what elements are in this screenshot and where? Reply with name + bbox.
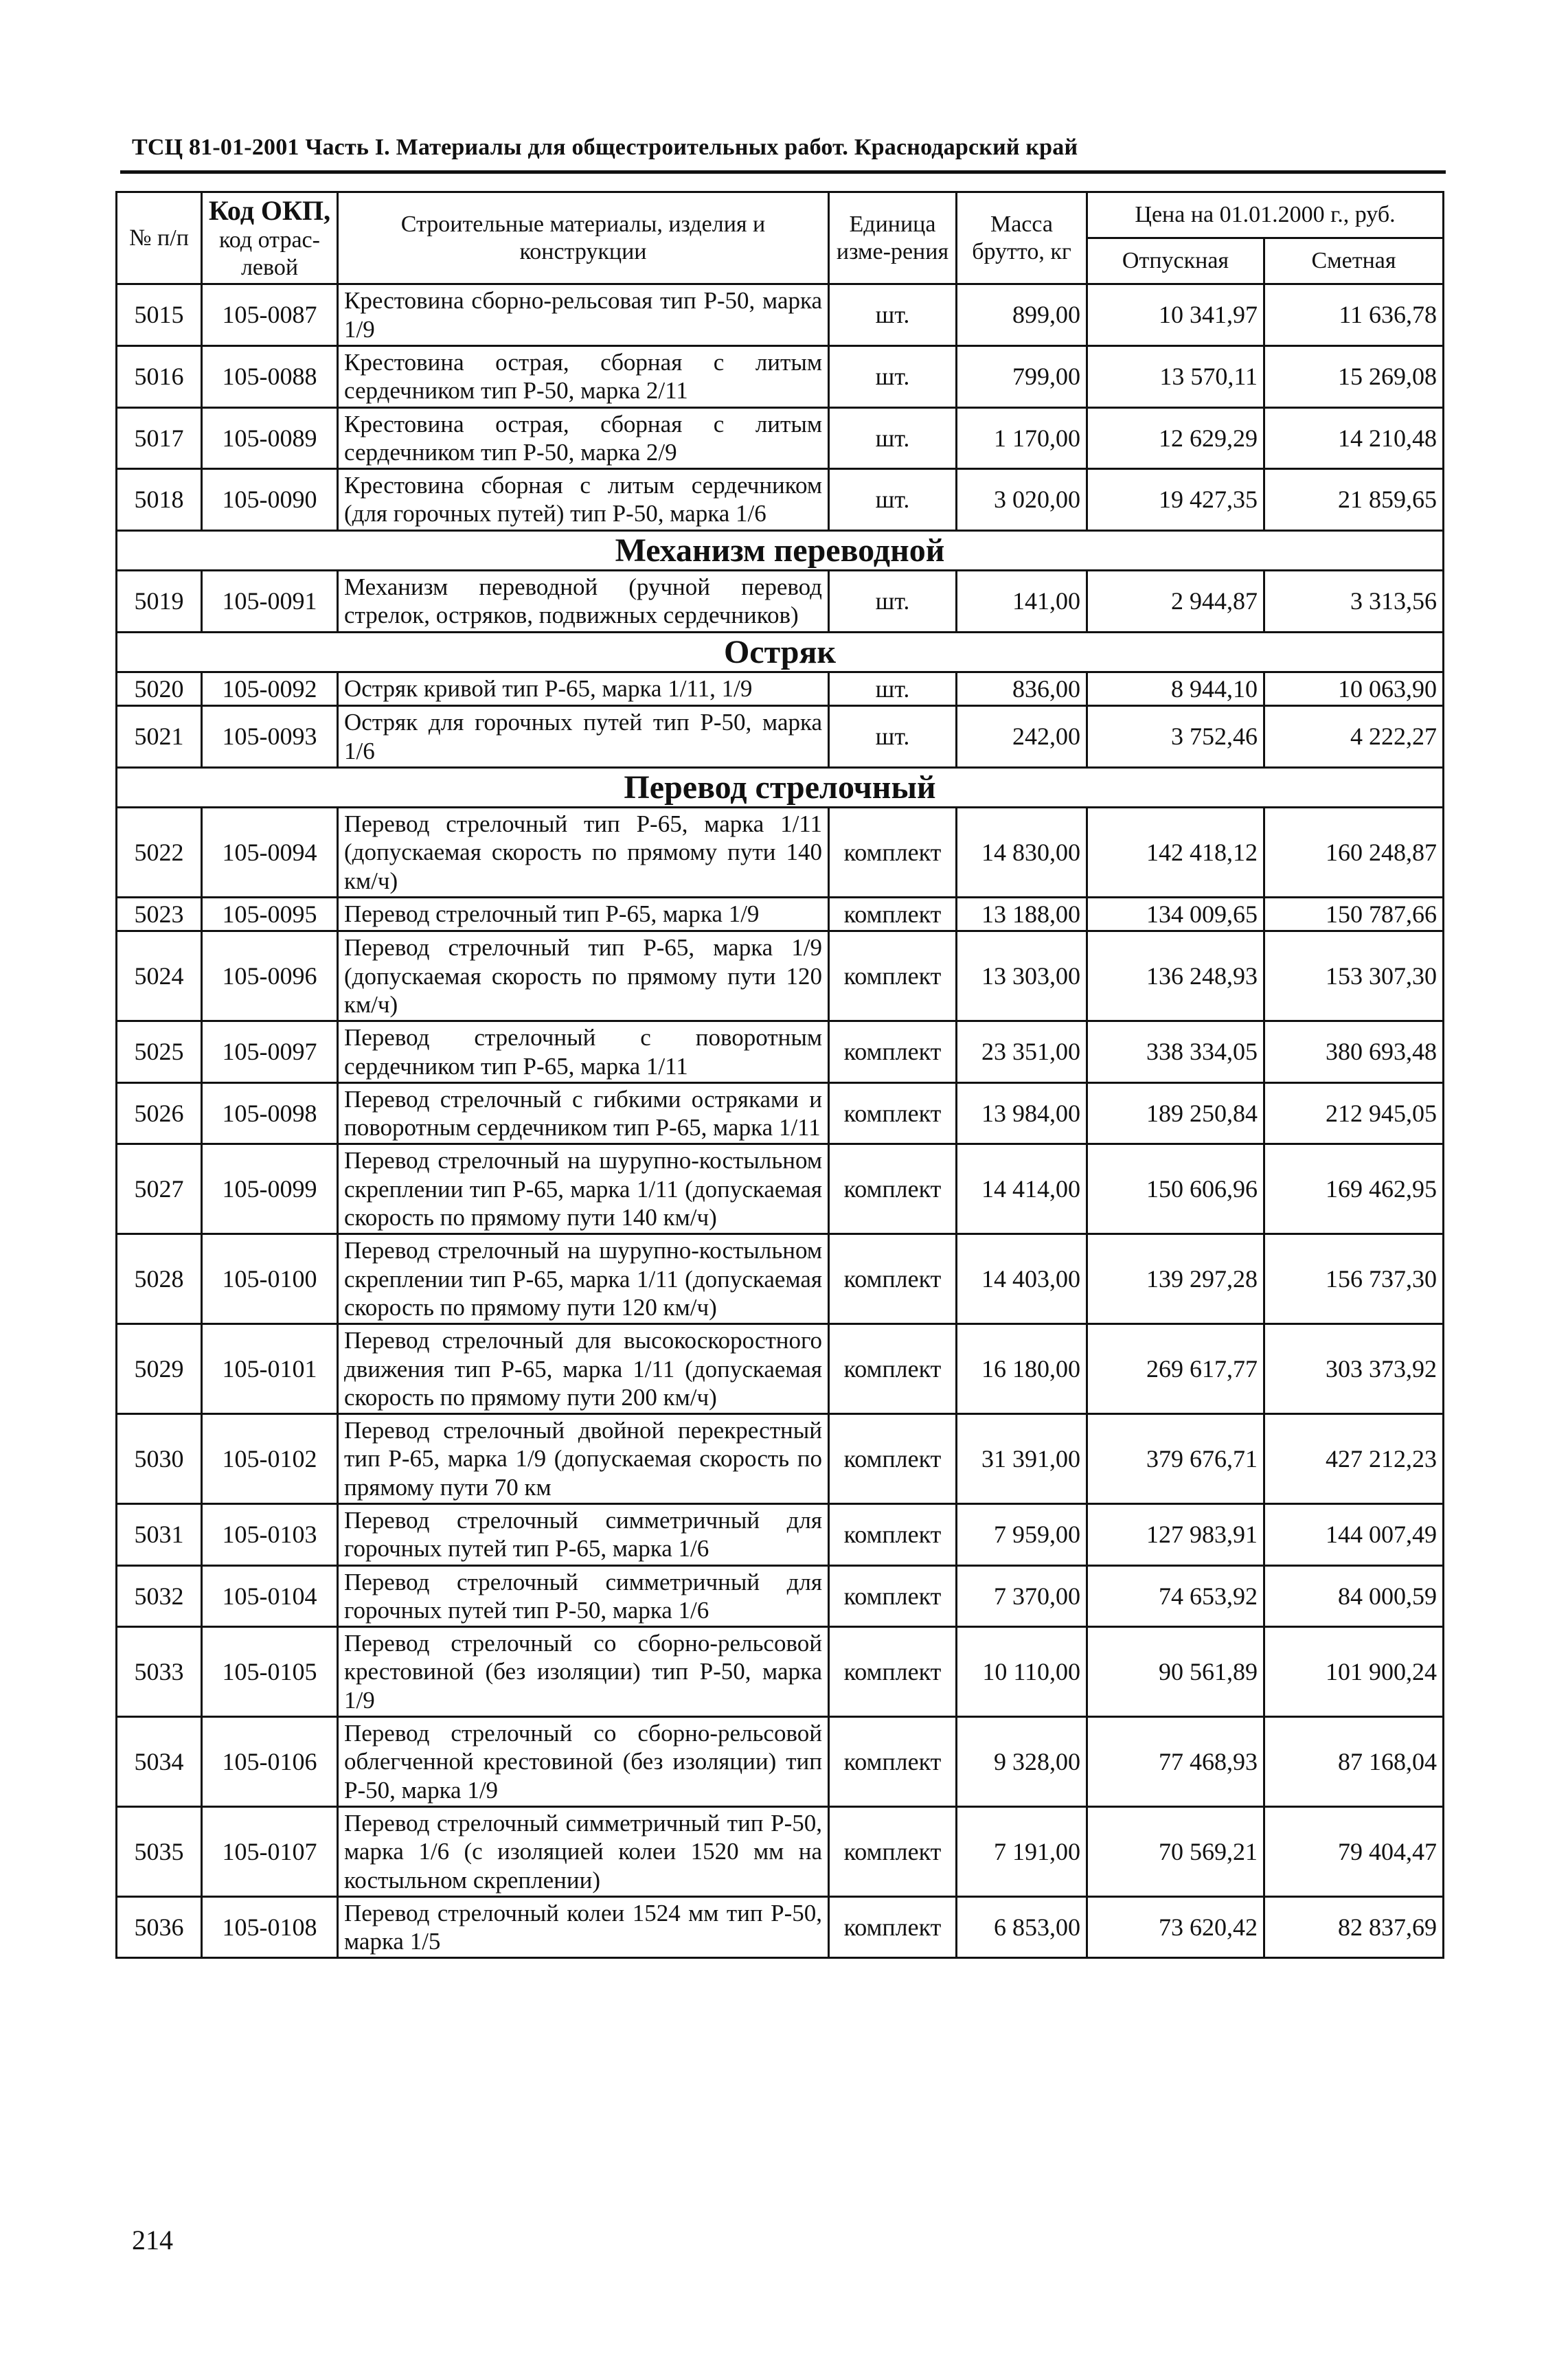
cell-price-estimate: 87 168,04 [1264,1717,1444,1807]
cell-price-release: 74 653,92 [1087,1565,1264,1627]
price-table-body [117,284,1444,1958]
cell-price-release: 189 250,84 [1087,1082,1264,1144]
cell-price-estimate: 156 737,30 [1264,1234,1444,1324]
table-row [117,1144,1444,1234]
cell-mass: 13 984,00 [957,1082,1087,1144]
cell-mass: 836,00 [957,672,1087,705]
cell-name: Остряк для горочных путей тип Р-50, марка 1/6 [338,706,829,768]
cell-number: 5022 [117,808,202,898]
cell-mass: 10 110,00 [957,1627,1087,1717]
cell-mass: 3 020,00 [957,469,1087,531]
table-row [117,1627,1444,1717]
cell-code: 105-0089 [202,407,338,469]
cell-mass: 16 180,00 [957,1324,1087,1414]
cell-code: 105-0102 [202,1414,338,1504]
cell-price-release: 136 248,93 [1087,931,1264,1021]
cell-price-release: 12 629,29 [1087,407,1264,469]
cell-number: 5015 [117,284,202,346]
table-row [117,672,1444,705]
cell-number: 5027 [117,1144,202,1234]
cell-price-release: 70 569,21 [1087,1806,1264,1896]
table-row [117,469,1444,531]
cell-name: Крестовина сборно-рельсовая тип Р-50, марка 1/9 [338,284,829,346]
cell-mass: 13 303,00 [957,931,1087,1021]
section-heading-row [117,632,1444,672]
section-heading-row [117,767,1444,807]
cell-code: 105-0108 [202,1896,338,1958]
cell-name: Перевод стрелочный симметричный тип Р-50, марка 1/6 (с изоляцией колеи 1520 мм на костыльном скреплении) [338,1806,829,1896]
cell-mass: 14 830,00 [957,808,1087,898]
cell-price-estimate: 160 248,87 [1264,808,1444,898]
cell-number: 5017 [117,407,202,469]
cell-name: Перевод стрелочный тип Р-65, марка 1/9 [338,897,829,931]
table-row [117,1234,1444,1324]
cell-price-release: 269 617,77 [1087,1324,1264,1414]
cell-unit: комплект [829,808,957,898]
cell-unit: комплект [829,1504,957,1566]
cell-mass: 242,00 [957,706,1087,768]
cell-code: 105-0087 [202,284,338,346]
cell-code: 105-0094 [202,808,338,898]
cell-unit: комплект [829,1021,957,1083]
cell-mass: 141,00 [957,570,1087,632]
table-row [117,284,1444,346]
cell-price-estimate: 380 693,48 [1264,1021,1444,1083]
cell-price-estimate: 101 900,24 [1264,1627,1444,1717]
cell-price-estimate: 303 373,92 [1264,1324,1444,1414]
cell-price-release: 150 606,96 [1087,1144,1264,1234]
table-row [117,706,1444,768]
cell-price-release: 19 427,35 [1087,469,1264,531]
cell-code: 105-0088 [202,346,338,408]
cell-unit: шт. [829,346,957,408]
cell-unit: шт. [829,407,957,469]
cell-unit: шт. [829,469,957,531]
section-heading: Механизм переводной [117,530,1444,570]
cell-code: 105-0098 [202,1082,338,1144]
cell-name: Перевод стрелочный со сборно-рельсовой крестовиной (без изоляции) тип Р-50, марка 1/9 [338,1627,829,1717]
cell-code: 105-0103 [202,1504,338,1566]
cell-name: Остряк кривой тип Р-65, марка 1/11, 1/9 [338,672,829,705]
cell-unit: комплект [829,931,957,1021]
cell-name: Перевод стрелочный тип Р-65, марка 1/11 (допускаемая скорость по прямому пути 140 км/ч) [338,808,829,898]
running-header: ТСЦ 81-01-2001 Часть I. Материалы для общестроительных работ. Краснодарский край [132,135,1078,160]
cell-code: 105-0095 [202,897,338,931]
cell-name: Перевод стрелочный на шурупно-костыльном скреплении тип Р-65, марка 1/11 (допускаемая скорость по прямому пути 120 км/ч) [338,1234,829,1324]
table-row [117,931,1444,1021]
table-row [117,1414,1444,1504]
cell-price-estimate: 11 636,78 [1264,284,1444,346]
cell-mass: 14 403,00 [957,1234,1087,1324]
cell-price-release: 3 752,46 [1087,706,1264,768]
cell-price-estimate: 82 837,69 [1264,1896,1444,1958]
cell-number: 5036 [117,1896,202,1958]
table-row [117,897,1444,931]
section-heading: Остряк [117,632,1444,672]
cell-name: Перевод стрелочный с поворотным сердечником тип Р-65, марка 1/11 [338,1021,829,1083]
cell-price-estimate: 150 787,66 [1264,897,1444,931]
cell-unit: комплект [829,1806,957,1896]
cell-price-release: 338 334,05 [1087,1021,1264,1083]
table-row [117,1806,1444,1896]
col-header-unit: Единица изме-рения [829,192,957,284]
cell-code: 105-0092 [202,672,338,705]
cell-price-release: 379 676,71 [1087,1414,1264,1504]
cell-price-release: 77 468,93 [1087,1717,1264,1807]
cell-price-release: 10 341,97 [1087,284,1264,346]
cell-mass: 23 351,00 [957,1021,1087,1083]
cell-unit: комплект [829,1414,957,1504]
cell-price-estimate: 3 313,56 [1264,570,1444,632]
cell-mass: 7 191,00 [957,1806,1087,1896]
header-rule [120,170,1446,174]
cell-number: 5032 [117,1565,202,1627]
cell-price-release: 8 944,10 [1087,672,1264,705]
cell-price-estimate: 169 462,95 [1264,1144,1444,1234]
cell-unit: шт. [829,706,957,768]
cell-mass: 7 959,00 [957,1504,1087,1566]
cell-code: 105-0090 [202,469,338,531]
cell-name: Перевод стрелочный с гибкими остряками и поворотным сердечником тип Р-65, марка 1/11 [338,1082,829,1144]
cell-unit: комплект [829,1627,957,1717]
cell-price-release: 13 570,11 [1087,346,1264,408]
col-header-name: Строительные материалы, изделия и конструкции [338,192,829,284]
cell-unit: шт. [829,672,957,705]
cell-unit: шт. [829,570,957,632]
cell-number: 5028 [117,1234,202,1324]
cell-unit: комплект [829,1565,957,1627]
col-header-num: № п/п [117,192,202,284]
cell-price-estimate: 21 859,65 [1264,469,1444,531]
cell-price-release: 2 944,87 [1087,570,1264,632]
table-row [117,1504,1444,1566]
cell-unit: комплект [829,1082,957,1144]
cell-code: 105-0105 [202,1627,338,1717]
cell-code: 105-0096 [202,931,338,1021]
cell-code: 105-0104 [202,1565,338,1627]
table-row [117,1082,1444,1144]
cell-number: 5035 [117,1806,202,1896]
cell-mass: 6 853,00 [957,1896,1087,1958]
cell-number: 5024 [117,931,202,1021]
cell-number: 5019 [117,570,202,632]
cell-price-estimate: 79 404,47 [1264,1806,1444,1896]
cell-name: Крестовина сборная с литым сердечником (для горочных путей) тип Р-50, марка 1/6 [338,469,829,531]
table-row [117,1896,1444,1958]
table-row [117,570,1444,632]
cell-code: 105-0101 [202,1324,338,1414]
cell-price-estimate: 427 212,23 [1264,1414,1444,1504]
cell-name: Перевод стрелочный тип Р-65, марка 1/9 (допускаемая скорость по прямому пути 120 км/ч) [338,931,829,1021]
table-row [117,1021,1444,1083]
cell-price-estimate: 14 210,48 [1264,407,1444,469]
cell-code: 105-0093 [202,706,338,768]
cell-price-release: 127 983,91 [1087,1504,1264,1566]
cell-name: Механизм переводной (ручной перевод стрелок, остряков, подвижных сердечников) [338,570,829,632]
cell-price-estimate: 212 945,05 [1264,1082,1444,1144]
cell-unit: комплект [829,1234,957,1324]
cell-number: 5026 [117,1082,202,1144]
cell-unit: комплект [829,1144,957,1234]
cell-name: Крестовина острая, сборная с литым сердечником тип Р-50, марка 2/11 [338,346,829,408]
col-header-code [202,192,338,284]
cell-mass: 14 414,00 [957,1144,1087,1234]
cell-name: Перевод стрелочный симметричный для горочных путей тип Р-65, марка 1/6 [338,1504,829,1566]
page-number: 214 [132,2225,173,2255]
cell-price-release: 73 620,42 [1087,1896,1264,1958]
cell-name: Перевод стрелочный со сборно-рельсовой облегченной крестовиной (без изоляции) тип Р-50, марка 1/9 [338,1717,829,1807]
col-header-code-a: Код ОКП, [208,195,331,226]
cell-number: 5020 [117,672,202,705]
cell-price-release: 90 561,89 [1087,1627,1264,1717]
cell-code: 105-0097 [202,1021,338,1083]
section-heading: Перевод стрелочный [117,767,1444,807]
col-header-price-release: Отпускная [1087,238,1264,284]
col-header-price: Цена на 01.01.2000 г., руб. [1087,192,1444,238]
cell-name: Перевод стрелочный симметричный для горочных путей тип Р-50, марка 1/6 [338,1565,829,1627]
cell-unit: комплект [829,1717,957,1807]
cell-code: 105-0091 [202,570,338,632]
cell-price-release: 134 009,65 [1087,897,1264,931]
cell-code: 105-0099 [202,1144,338,1234]
cell-number: 5025 [117,1021,202,1083]
table-row [117,407,1444,469]
cell-price-estimate: 4 222,27 [1264,706,1444,768]
cell-unit: комплект [829,897,957,931]
cell-price-estimate: 84 000,59 [1264,1565,1444,1627]
cell-mass: 899,00 [957,284,1087,346]
cell-name: Крестовина острая, сборная с литым сердечником тип Р-50, марка 2/9 [338,407,829,469]
col-header-mass: Масса брутто, кг [957,192,1087,284]
col-header-price-estimate: Сметная [1264,238,1444,284]
cell-unit: шт. [829,284,957,346]
cell-name: Перевод стрелочный на шурупно-костыльном скреплении тип Р-65, марка 1/11 (допускаемая скорость по прямому пути 140 км/ч) [338,1144,829,1234]
cell-price-estimate: 144 007,49 [1264,1504,1444,1566]
cell-price-estimate: 15 269,08 [1264,346,1444,408]
cell-price-estimate: 10 063,90 [1264,672,1444,705]
cell-mass: 7 370,00 [957,1565,1087,1627]
cell-number: 5021 [117,706,202,768]
cell-price-estimate: 153 307,30 [1264,931,1444,1021]
cell-mass: 31 391,00 [957,1414,1087,1504]
cell-number: 5031 [117,1504,202,1566]
cell-price-release: 142 418,12 [1087,808,1264,898]
cell-number: 5029 [117,1324,202,1414]
cell-number: 5023 [117,897,202,931]
cell-number: 5033 [117,1627,202,1717]
cell-number: 5034 [117,1717,202,1807]
cell-number: 5016 [117,346,202,408]
cell-mass: 799,00 [957,346,1087,408]
cell-code: 105-0100 [202,1234,338,1324]
cell-name: Перевод стрелочный колеи 1524 мм тип Р-50, марка 1/5 [338,1896,829,1958]
cell-code: 105-0106 [202,1717,338,1807]
table-row [117,1324,1444,1414]
table-row [117,346,1444,408]
cell-mass: 9 328,00 [957,1717,1087,1807]
price-table [115,191,1444,1959]
table-row [117,1717,1444,1807]
col-header-code-b: код отрас-левой [219,227,320,281]
cell-price-release: 139 297,28 [1087,1234,1264,1324]
cell-name: Перевод стрелочный для высокоскоростного движения тип Р-65, марка 1/11 (допускаемая скорость по прямому пути 200 км/ч) [338,1324,829,1414]
cell-number: 5030 [117,1414,202,1504]
cell-number: 5018 [117,469,202,531]
cell-mass: 13 188,00 [957,897,1087,931]
cell-unit: комплект [829,1324,957,1414]
table-row [117,808,1444,898]
table-row [117,1565,1444,1627]
cell-mass: 1 170,00 [957,407,1087,469]
cell-unit: комплект [829,1896,957,1958]
cell-code: 105-0107 [202,1806,338,1896]
cell-name: Перевод стрелочный двойной перекрестный тип Р-65, марка 1/9 (допускаемая скорость по прямому пути 70 км [338,1414,829,1504]
section-heading-row [117,530,1444,570]
